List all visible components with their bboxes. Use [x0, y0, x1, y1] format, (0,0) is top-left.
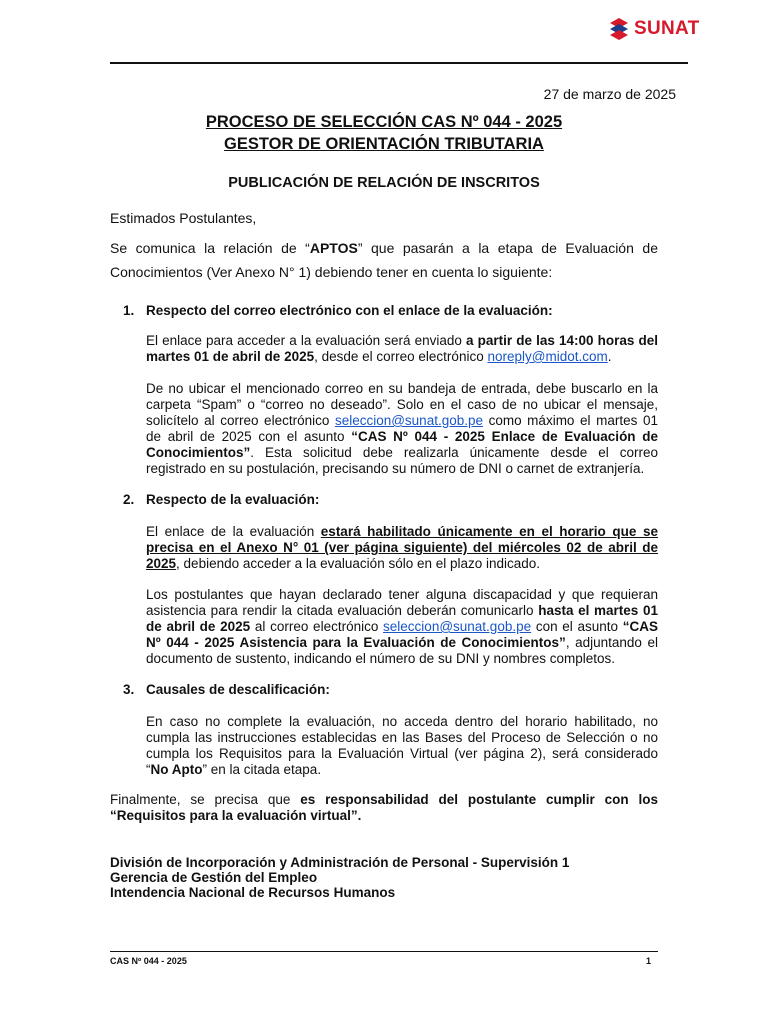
footer-reference: CAS Nº 044 - 2025	[110, 956, 187, 966]
section-3-number: 3.	[123, 682, 135, 697]
sunat-logo-icon	[606, 16, 632, 42]
logo-text: SUNAT	[634, 18, 700, 39]
section-1-paragraph-1: El enlace para acceder a la evaluación será enviado a partir de las 14:00 horas del martes 01 de abril de 2025, desde el correo electrónico noreply@midot.com.	[146, 333, 659, 364]
signature-line-2: Gerencia de Gestión del Empleo	[110, 870, 318, 885]
noreply-email-link[interactable]: noreply@midot.com	[487, 349, 608, 364]
header-divider	[110, 62, 688, 64]
section-2-heading: Respecto de la evaluación:	[146, 492, 320, 507]
section-1-heading: Respecto del correo electrónico con el enlace de la evaluación:	[146, 303, 553, 318]
page-number: 1	[646, 956, 652, 966]
greeting: Estimados Postulantes,	[110, 210, 257, 226]
document-date: 27 de marzo de 2025	[543, 86, 676, 102]
section-1-paragraph-2: De no ubicar el mencionado correo en su bandeja de entrada, debe buscarlo en la carpeta “Spam” o “correo no deseado”. Solo en el caso de no ubicar el mensaje, solicítelo al correo electrónico seleccion@sunat.gob.pe como máximo el martes 01 de abril de 2025 con el asunto “CAS Nº 044 - 2025 Enlace de Evaluación de Conocimientos”. Esta solicitud debe realizarla únicamente desde el correo registrado en su postulación, precisando su número de DNI o carnet de extranjería.	[146, 381, 658, 476]
section-3-heading: Causales de descalificación:	[146, 682, 330, 697]
section-2-paragraph-1: El enlace de la evaluación estará habilitado únicamente en el horario que se precisa en el Anexo N° 01 (ver página siguiente) del miércoles 02 de abril de 2025, debiendo acceder a la evaluación sólo en el plazo indicado.	[146, 524, 658, 571]
intro-paragraph: Se comunica la relación de “APTOS” que pasarán a la etapa de Evaluación de Conocimientos (Ver Anexo N° 1) debiendo tener en cuenta lo siguiente:	[110, 240, 658, 280]
section-2-number: 2.	[123, 492, 135, 507]
section-2-paragraph-2: Los postulantes que hayan declarado tener alguna discapacidad y que requieran asistencia para rendir la citada evaluación deberán comunicarlo hasta el martes 01 de abril de 2025 al correo electrónico seleccion@sunat.gob.pe con el asunto “CAS Nº 044 - 2025 Asistencia para la Evaluación de Conocimientos”, adjuntando el documento de sustento, indicando el número de su DNI y nombres completos.	[146, 587, 658, 666]
process-title: PROCESO DE SELECCIÓN CAS Nº 044 - 2025	[205, 113, 563, 131]
position-title: GESTOR DE ORIENTACIÓN TRIBUTARIA	[224, 135, 544, 153]
section-3-paragraph-1: En caso no complete la evaluación, no acceda dentro del horario habilitado, no cumpla las instrucciones establecidas en las Bases del Proceso de Selección o no cumpla los Requisitos para la Evaluación Virtual (ver página 2), será considerado “No Apto” en la citada etapa.	[146, 714, 658, 777]
sunat-logo	[606, 16, 702, 42]
signature-line-1: División de Incorporación y Administración de Personal - Supervisión 1	[110, 855, 570, 870]
seleccion-email-link[interactable]: seleccion@sunat.gob.pe	[334, 413, 483, 428]
closing-paragraph: Finalmente, se precisa que es responsabilidad del postulante cumplir con los “Requisitos para la evaluación virtual”.	[110, 792, 658, 823]
signature-line-3: Intendencia Nacional de Recursos Humanos	[110, 885, 396, 900]
seleccion-email-link-2[interactable]: seleccion@sunat.gob.pe	[383, 619, 532, 634]
publication-subtitle: PUBLICACIÓN DE RELACIÓN DE INSCRITOS	[228, 175, 540, 191]
section-1-number: 1.	[123, 303, 135, 318]
footer-divider	[110, 951, 658, 952]
